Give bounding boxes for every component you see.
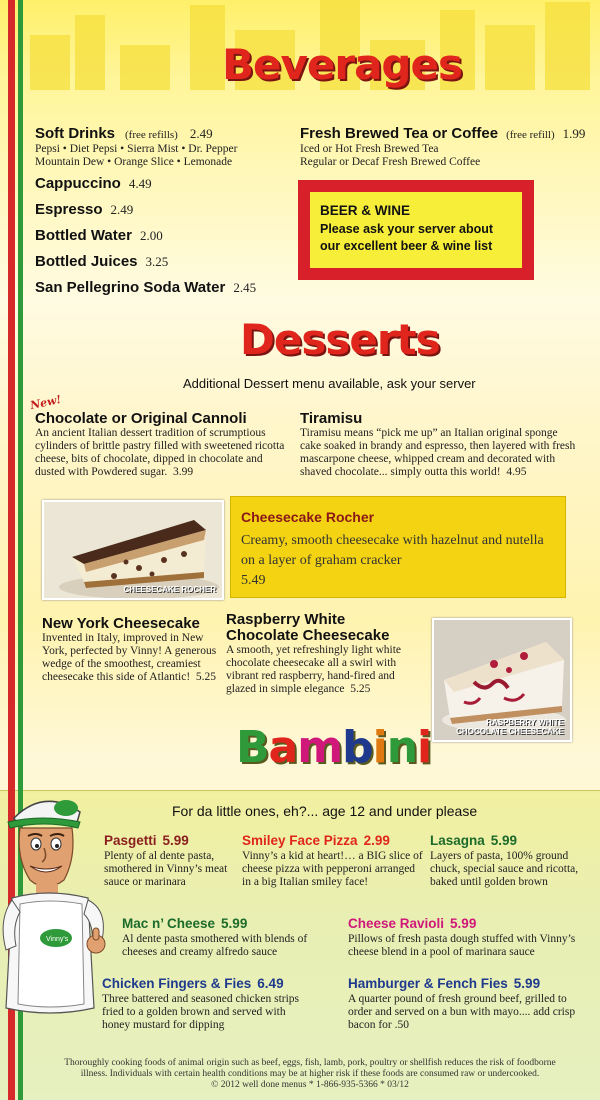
cheesecake-rocher-desc: Creamy, smooth cheesecake with hazelnut and nutella on a layer of graham cracker — [241, 533, 544, 568]
bambini-item-price: 5.99 — [513, 976, 541, 991]
bambini-item-desc: Vinny’s a kid at heart!… a BIG slice of cheese pizza with pepperoni arranged in a big Italian smiley face! — [242, 850, 423, 888]
bambini-item-desc: Plenty of al dente pasta, smothered in Vinny’s meat sauce or marinara — [104, 850, 228, 888]
cannoli-desc: An ancient Italian dessert tradition of scrumptious cylinders of brittle pastry filled with sweetened ricotta cheese, bits of chocolate, dipped in chocolate and dusted with Powdered sugar. — [35, 427, 285, 478]
tiramisu-price: 4.95 — [506, 466, 527, 478]
bambini-item-desc: A quarter pound of fresh ground beef, grilled to order and served on a bun with mayo.... add crisp bacon for .50 — [348, 993, 576, 1031]
beverages-heading: Beverages — [222, 40, 462, 89]
tea-coffee-desc-2: Regular or Decaf Fresh Brewed Coffee — [300, 156, 481, 168]
bambini-item-desc: Al dente pasta smothered with blends of cheeses and creamy alfredo sauce — [122, 933, 308, 958]
bambini-item — [104, 832, 234, 889]
bambini-item-desc: Pillows of fresh pasta dough stuffed with Vinny’s cheese blend in a pool of marinara sauce — [348, 933, 576, 958]
soft-drinks-item — [35, 125, 295, 169]
new-badge: New! — [28, 392, 63, 413]
bambini-item-name: Mac n’ Cheese — [122, 916, 216, 931]
bambini-item-name: Cheese Ravioli — [348, 916, 445, 931]
raspberry-photo-label-1: RASPBERRY WHITE — [486, 718, 564, 727]
cannoli-price: 3.99 — [172, 466, 194, 478]
soft-drinks-list-2: Mountain Dew • Orange Slice • Lemonade — [35, 156, 233, 168]
beverage-price: 2.45 — [233, 280, 257, 295]
beer-wine-line-1: Please ask your server about — [320, 222, 494, 236]
raspberry-cheesecake-price: 5.25 — [350, 683, 371, 695]
tea-coffee-note: (free refill) — [506, 129, 555, 141]
beverage-item — [35, 253, 168, 271]
vinny-mascot-illustration — [0, 788, 110, 1048]
bambini-item-desc: Layers of pasta, 100% ground chuck, special sauce and ricotta, baked until golden brown — [430, 850, 579, 888]
beverage-price: 2.00 — [139, 228, 163, 243]
tea-coffee-price: 1.99 — [562, 126, 586, 141]
bambini-title — [236, 722, 431, 773]
bambini-letter: B — [236, 722, 269, 773]
tea-coffee-name: Fresh Brewed Tea or Coffee — [300, 125, 499, 142]
cannoli-name: Chocolate or Original Cannoli — [35, 410, 247, 427]
beverage-price: 2.49 — [110, 202, 134, 217]
food-safety-warning: Thoroughly cooking foods of animal origin such as beef, eggs, fish, lamb, pork, poultry or shellfish reduces the risk of foodborne illness. Individuals with certain health conditions may be at higher risk if these foods are consumed raw or undercooked. — [64, 1058, 556, 1079]
bambini-item — [102, 975, 302, 1032]
bambini-item-name: Pasgetti — [104, 833, 157, 848]
beverage-name: San Pellegrino Soda Water — [35, 279, 226, 296]
bambini-item — [348, 975, 584, 1032]
beverage-item — [35, 227, 163, 245]
tea-coffee-desc-1: Iced or Hot Fresh Brewed Tea — [300, 143, 439, 155]
bambini-item-price: 6.49 — [257, 976, 284, 991]
raspberry-cheesecake-desc: A smooth, yet refreshingly light white chocolate cheesecake all a swirl with vibrant red raspberry, hand-fired and glazed in simple elegance — [226, 644, 402, 695]
bambini-item-price: 5.99 — [490, 833, 518, 848]
bambini-item — [348, 915, 578, 959]
beverage-item — [35, 279, 256, 297]
raspberry-cheesecake-photo — [432, 618, 572, 742]
bambini-item-name: Lasagna — [430, 833, 485, 848]
ny-cheesecake-price: 5.25 — [195, 671, 217, 683]
desserts-subtitle: Additional Dessert menu available, ask your server — [183, 376, 476, 391]
bambini-letter: b — [342, 722, 373, 773]
ny-cheesecake-name: New York Cheesecake — [42, 615, 200, 632]
tiramisu-desc: Tiramisu means “pick me up” an Italian original sponge cake soaked in brandy and espresso, then layered with fresh mascarpone cheese, whipped cream and decorated with shaved chocolate... simply outta this world! — [300, 427, 576, 478]
bambini-item — [242, 832, 424, 889]
beverage-price: 3.25 — [145, 254, 169, 269]
beverage-name: Cappuccino — [35, 175, 121, 192]
cheesecake-rocher-photo-label: CHEESECAKE ROCHER — [123, 585, 216, 594]
bambini-subtitle: For da little ones, eh?... age 12 and under please — [172, 803, 478, 819]
footer — [60, 1058, 560, 1091]
bambini-item-price: 5.99 — [162, 833, 189, 848]
bambini-item — [122, 915, 312, 959]
beer-wine-box — [298, 180, 534, 280]
raspberry-photo-label — [456, 718, 564, 736]
bambini-letter: i — [417, 722, 432, 773]
beer-wine-title: BEER & WINE — [320, 203, 411, 218]
tea-coffee-item — [300, 125, 590, 169]
soft-drinks-price: 2.49 — [189, 126, 213, 141]
ny-cheesecake-item — [42, 615, 217, 684]
soft-drinks-name: Soft Drinks — [35, 125, 116, 142]
bambini-item-desc: Three battered and seasoned chicken strips fried to a golden brown and served with honey mustard for dipping — [102, 993, 300, 1031]
ny-cheesecake-desc: Invented in Italy, improved in New York, perfected by Vinny! A generous wedge of the smoothest, creamiest cheesecake this side of Atlantic! — [42, 632, 217, 683]
desserts-heading: Desserts — [240, 315, 440, 364]
bambini-letter: a — [268, 722, 298, 773]
beverage-price: 4.49 — [128, 176, 152, 191]
tiramisu-name: Tiramisu — [300, 410, 363, 427]
beverage-name: Espresso — [35, 201, 103, 218]
bambini-item — [430, 832, 582, 889]
apron-logo-text: Vinny's — [46, 936, 69, 943]
cheesecake-rocher-price: 5.49 — [241, 573, 266, 588]
cheesecake-rocher-box — [230, 496, 566, 598]
bambini-letter: m — [297, 722, 343, 773]
soft-drinks-note: (free refills) — [125, 129, 178, 141]
bambini-letter: i — [372, 722, 387, 773]
cheesecake-rocher-name: Cheesecake Rocher — [241, 509, 375, 525]
bambini-item-name: Chicken Fingers & Fies — [102, 976, 252, 991]
bambini-heading — [236, 722, 431, 774]
bambini-letter: n — [386, 722, 418, 773]
raspberry-cheesecake-item — [226, 612, 424, 696]
bambini-item-price: 5.99 — [450, 916, 477, 931]
cheesecake-rocher-photo — [42, 500, 224, 600]
tiramisu-item — [300, 410, 580, 479]
cannoli-item — [35, 410, 295, 479]
bambini-item-name: Hamburger & Fench Fies — [348, 976, 508, 991]
beverage-item — [35, 201, 133, 219]
raspberry-cheesecake-name-1: Raspberry White — [226, 611, 346, 628]
beverage-name: Bottled Water — [35, 227, 132, 244]
raspberry-photo-label-2: CHOCOLATE CHEESECAKE — [456, 727, 564, 736]
bambini-item-price: 5.99 — [221, 916, 248, 931]
raspberry-cheesecake-name-2: Chocolate Cheesecake — [226, 627, 390, 644]
beverage-name: Bottled Juices — [35, 253, 138, 270]
beer-wine-line-2: our excellent beer & wine list — [320, 239, 493, 253]
soft-drinks-list-1: Pepsi • Diet Pepsi • Sierra Mist • Dr. Pepper — [35, 143, 238, 155]
bambini-item-price: 2.99 — [363, 833, 390, 848]
beverage-item — [35, 175, 152, 193]
vinny-mascot — [0, 788, 110, 1048]
copyright-line: © 2012 well done menus * 1-866-935-5366 * 03/12 — [211, 1080, 409, 1090]
bambini-item-name: Smiley Face Pizza — [242, 833, 358, 848]
